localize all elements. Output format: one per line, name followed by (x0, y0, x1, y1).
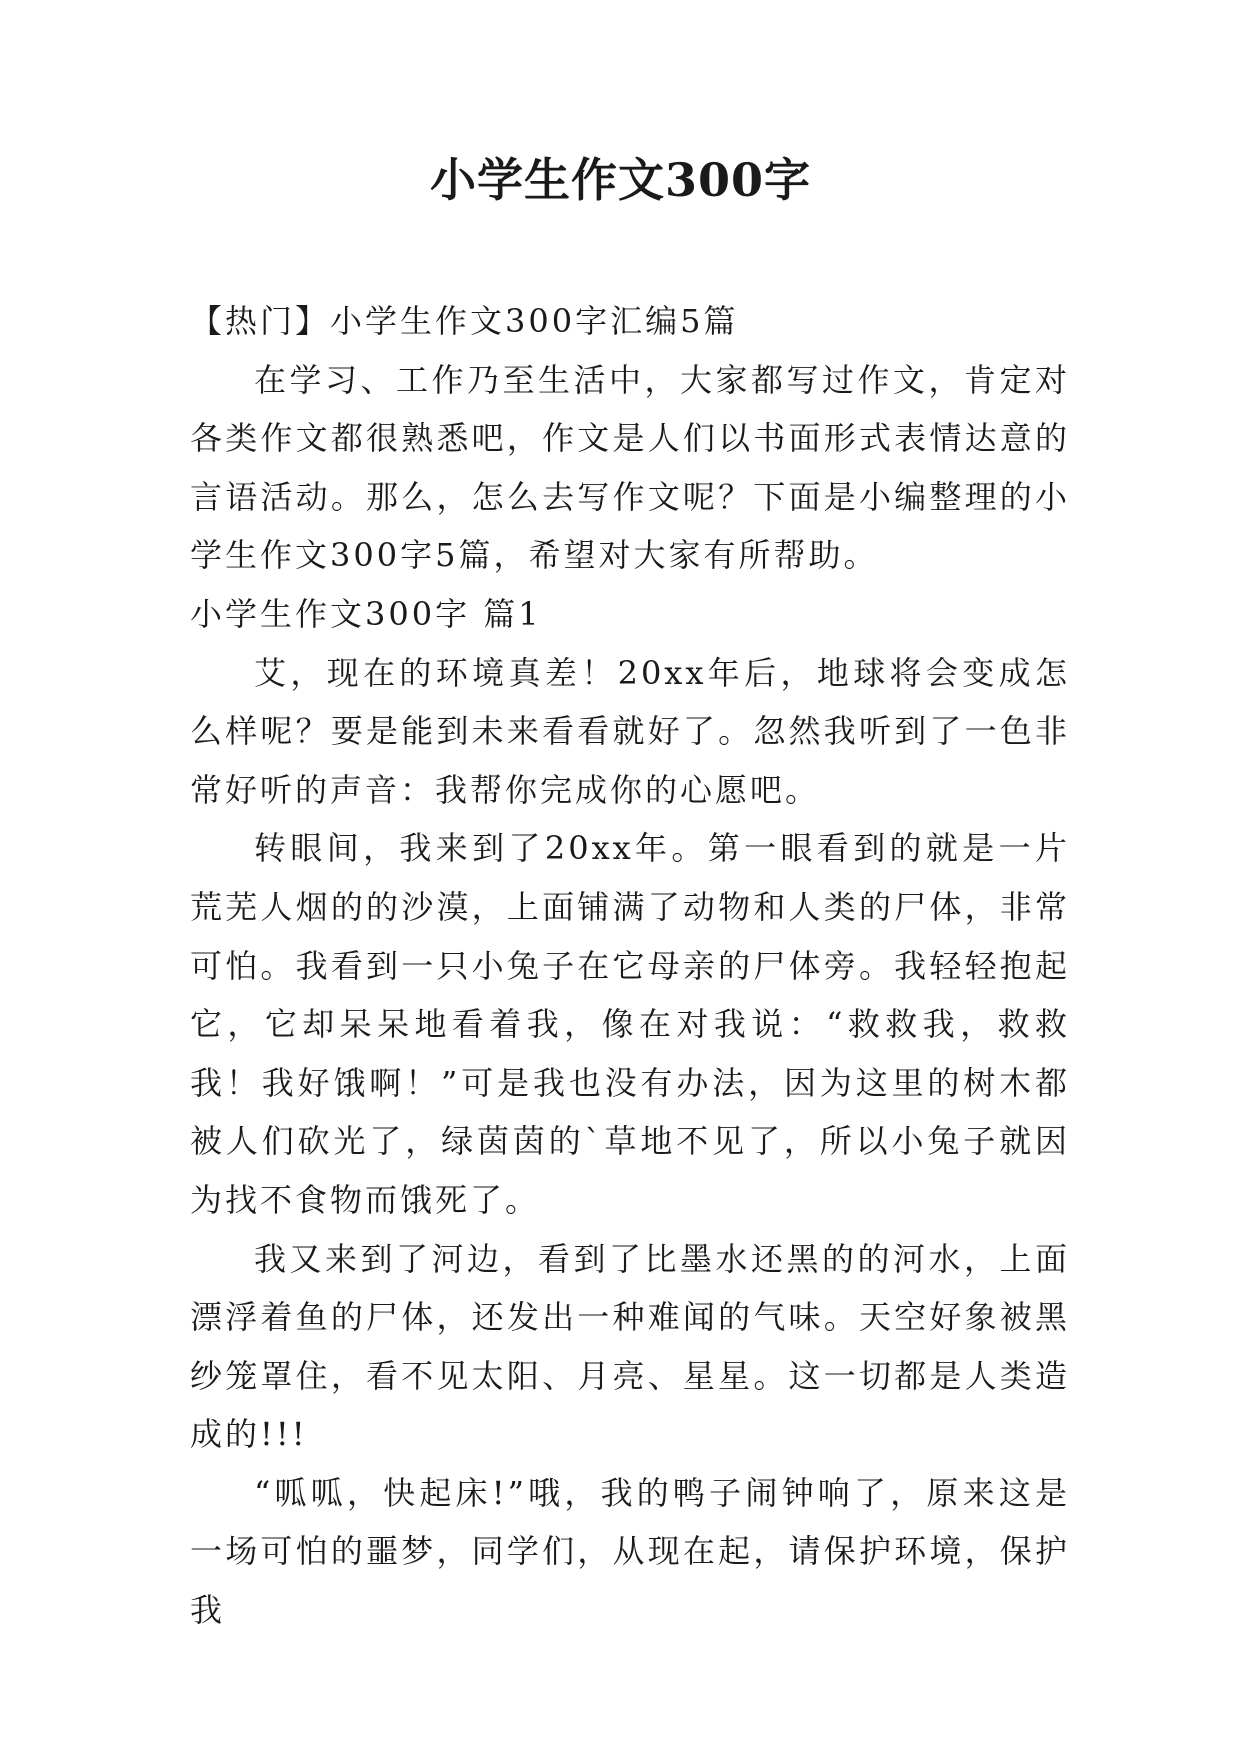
intro-paragraph: 在学习、工作乃至生活中，大家都写过作文，肯定对各类作文都很熟悉吧，作文是人们以书面形式表情达意的言语活动。那么，怎么去写作文呢？下面是小编整理的小学生作文300字5篇，希望对大家有所帮助。 (190, 360, 1070, 575)
body-paragraph: 我又来到了河边，看到了比墨水还黑的的河水，上面漂浮着鱼的尸体，还发出一种难闻的气味。天空好象被黑纱笼罩住，看不见太阳、月亮、星星。这一切都是人类造成的!!! (190, 1239, 1070, 1454)
body-paragraph: “呱呱，快起床!”哦，我的鸭子闹钟响了，原来这是一场可怕的噩梦，同学们，从现在起，请保护环境，保护我 (190, 1473, 1070, 1630)
document-body (190, 292, 1070, 1640)
section-heading: 小学生作文300字 篇1 (190, 594, 542, 633)
document-title: 小学生作文300字 (429, 153, 812, 207)
article-subtitle: 【热门】小学生作文300字汇编5篇 (190, 302, 739, 340)
body-paragraph: 转眼间，我来到了20xx年。第一眼看到的就是一片荒芜人烟的的沙漠，上面铺满了动物和人类的尸体，非常可怕。我看到一只小兔子在它母亲的尸体旁。我轻轻抱起它，它却呆呆地看着我，像在对我说：“救救我，救救我！我好饿啊！”可是我也没有办法，因为这里的树木都被人们砍光了，绿茵茵的`草地不见了，所以小兔子就因为找不食物而饿死了。 (190, 829, 1070, 1219)
body-paragraph: 艾，现在的环境真差！20xx年后，地球将会变成怎么样呢？要是能到未来看看就好了。忽然我听到了一色非常好听的声音：我帮你完成你的心愿吧。 (190, 653, 1070, 809)
